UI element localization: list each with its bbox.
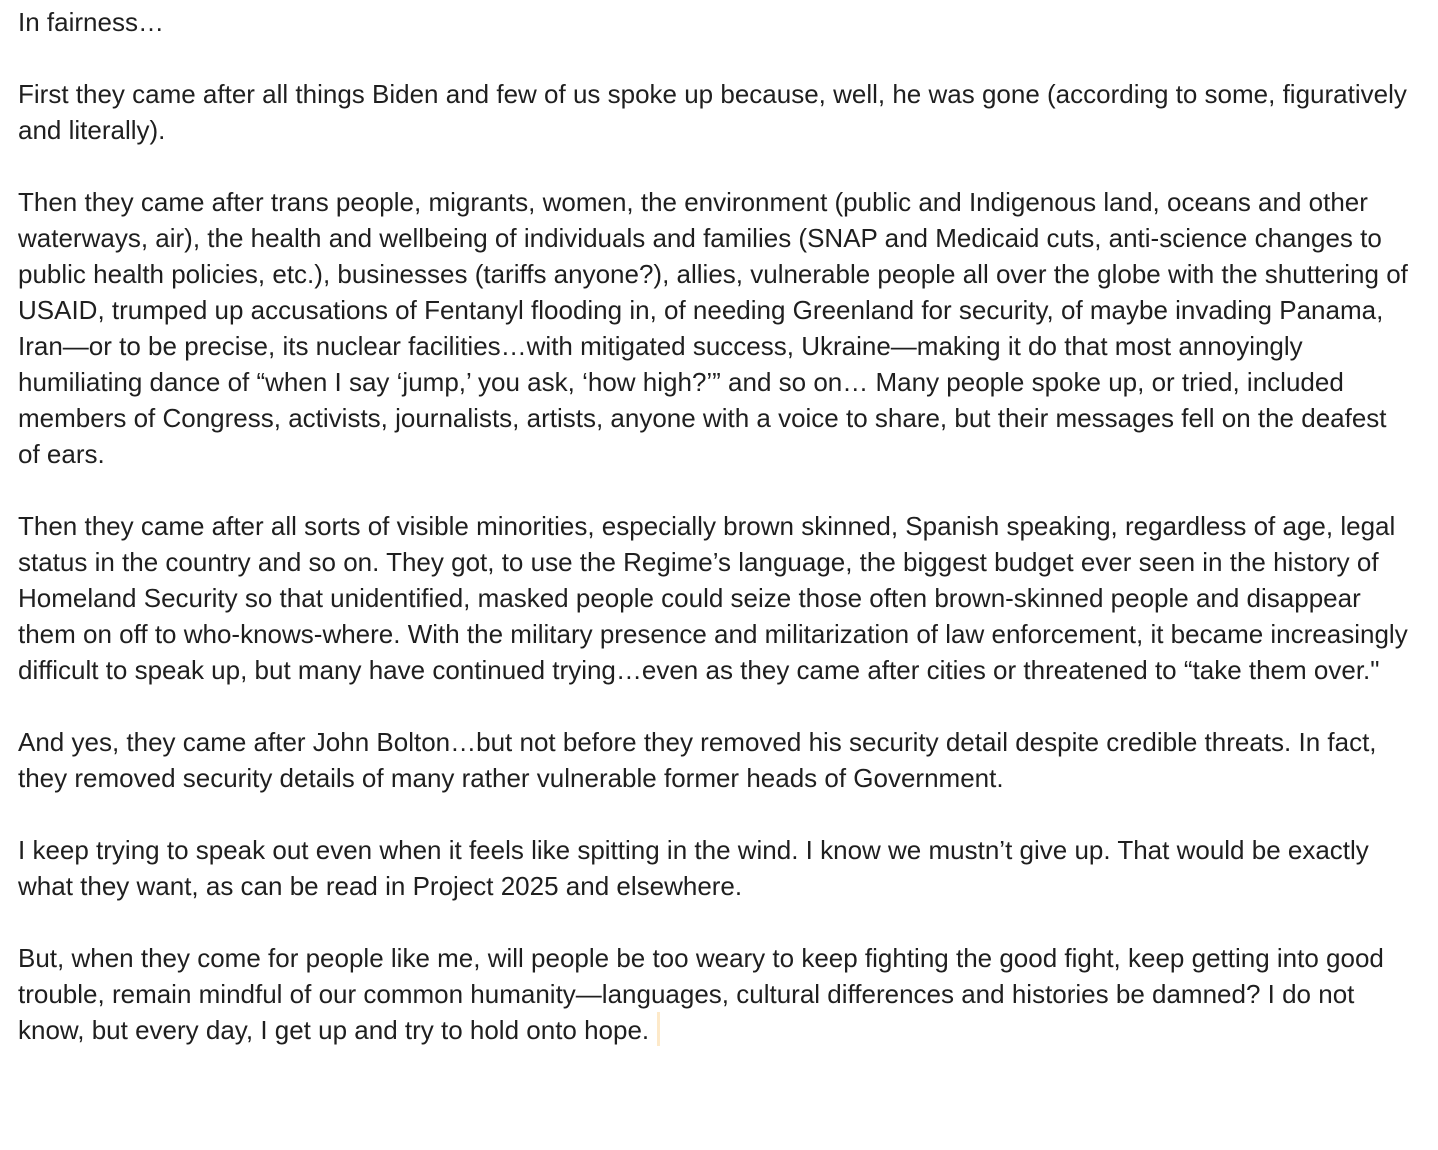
paragraph-trans-people: Then they came after trans people, migrants, women, the environment (public and Indigenous land, oceans and other waterways, air), the health and wellbeing of individuals and families (SNAP and Medicaid cuts, anti-science changes to public health policies, etc.), businesses (tariffs anyone?), allies, vulnerable people all over the globe with the shuttering of USAID, trumped up accusations of Fentanyl flooding in, of needing Greenland for security, of maybe invading Panama, Iran—or to be precise, its nuclear facilities…with mitigated success, Ukraine—making it do that most annoyingly humiliating dance of “when I say ‘jump,’ you ask, ‘how high?’” and so on… Many people spoke up, or tried, included members of Congress, activists, journalists, artists, anyone with a voice to share, but their messages fell on the deafest of ears. bbox=[18, 187, 1416, 469]
paragraph-hope-text: But, when they come for people like me, will people be too weary to keep fighting the good fight, keep getting into good trouble, remain mindful of our common humanity—languages, cultural differences and histories be damned? I do not know, but every day, I get up and try to hold onto hope. bbox=[18, 943, 1392, 1045]
paragraph-minorities: Then they came after all sorts of visible minorities, especially brown skinned, Spanish speaking, regardless of age, legal status in the country and so on. They got, to use the Regime’s language, the biggest budget ever seen in the history of Homeland Security so that unidentified, masked people could seize those often brown-skinned people and disappear them on off to who-knows-where. With the military presence and militarization of law enforcement, it became increasingly difficult to speak up, but many have continued trying…even as they came after cities or threatened to “take them over." bbox=[18, 511, 1415, 685]
paragraph-intro: In fairness… bbox=[18, 7, 164, 37]
paragraph-biden: First they came after all things Biden and few of us spoke up because, well, he was gone (according to some, figuratively and literally). bbox=[18, 79, 1415, 145]
paragraph-hope bbox=[18, 940, 1408, 1048]
document-body[interactable] bbox=[18, 4, 1416, 1048]
paragraph-speak-out: I keep trying to speak out even when it feels like spitting in the wind. I know we mustn’t give up. That would be exactly what they want, as can be read in Project 2025 and elsewhere. bbox=[18, 835, 1377, 901]
text-cursor[interactable] bbox=[657, 1012, 660, 1046]
paragraph-bolton: And yes, they came after John Bolton…but not before they removed his security detail despite credible threats. In fact, they removed security details of many rather vulnerable former heads of Government. bbox=[18, 727, 1384, 793]
